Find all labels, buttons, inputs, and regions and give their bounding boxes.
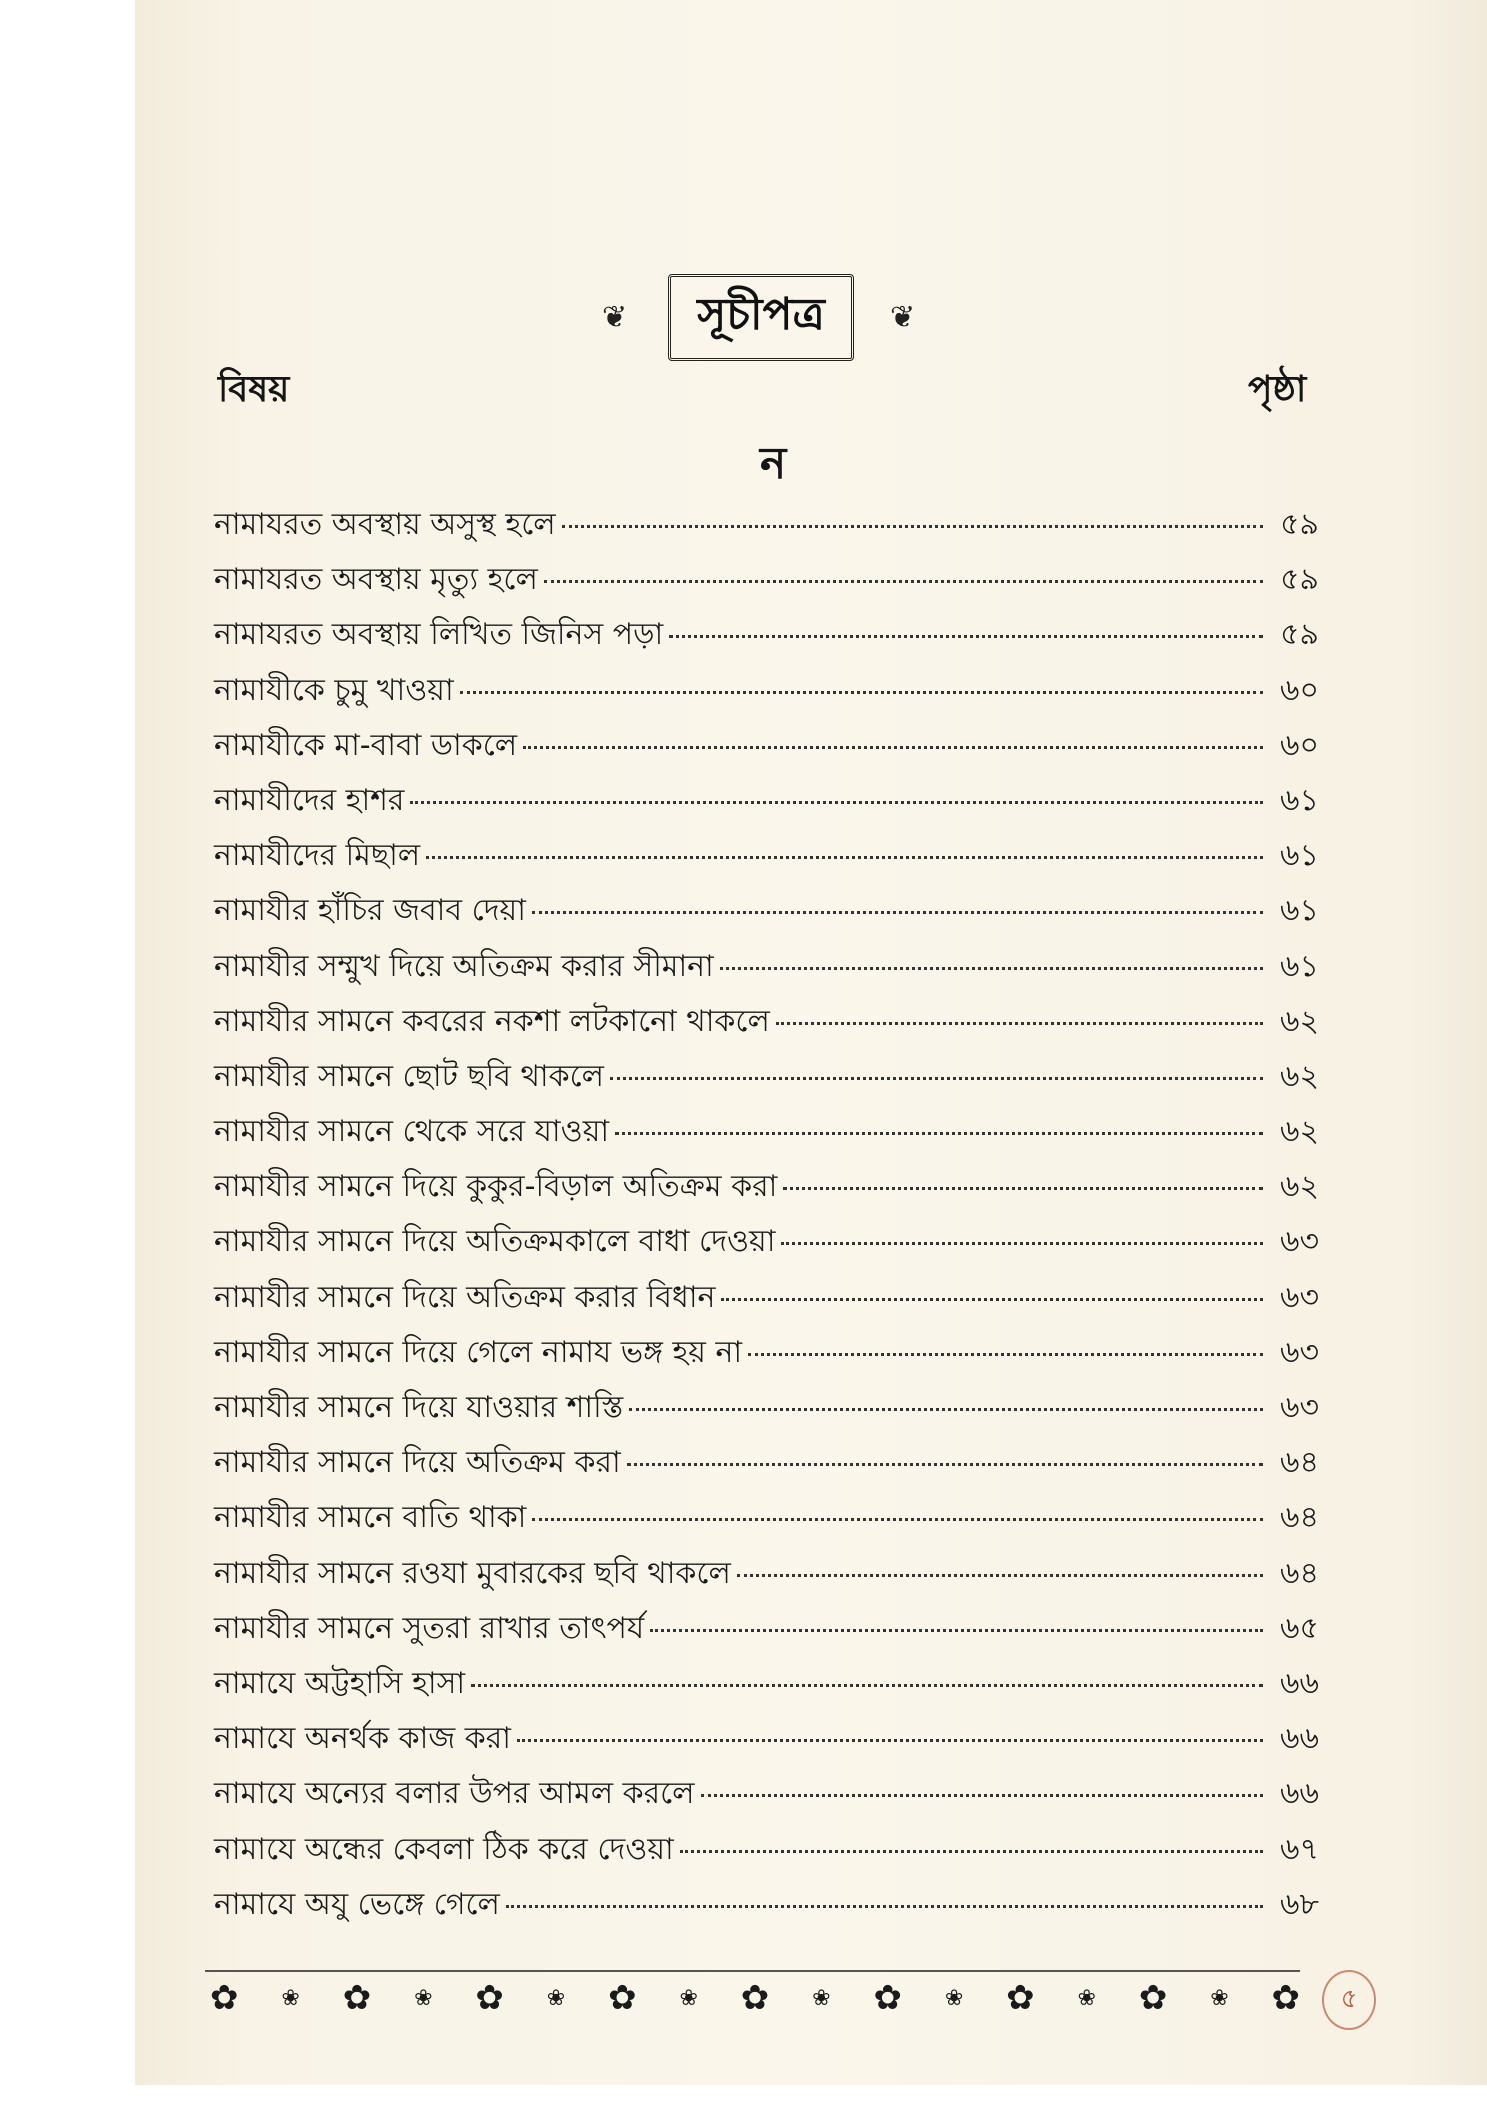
small-flower-icon: ❀: [414, 1985, 433, 2011]
toc-entry-page: ৬২: [1279, 1114, 1319, 1150]
toc-entry-title: নামাযীর সামনে দিয়ে কুকুর-বিড়াল অতিক্রম করা: [214, 1169, 778, 1205]
dot-leader: [532, 1518, 1263, 1521]
toc-entry-title: নামাযে অনর্থক কাজ করা: [214, 1721, 511, 1757]
toc-entry: [214, 1217, 1319, 1272]
flower-ornament-icon: ✿: [608, 1978, 637, 2018]
dot-leader: [627, 1463, 1263, 1466]
small-flower-icon: ❀: [944, 1985, 964, 2011]
toc-entry-title: নামাযে অযু ভেঙ্গে গেলে: [214, 1886, 500, 1922]
toc-entry-title: নামাযীর সামনে দিয়ে অতিক্রম করার বিধান: [214, 1279, 716, 1315]
dot-leader: [544, 580, 1263, 583]
page-edge-shadow: [1405, 0, 1487, 2085]
dot-leader: [562, 525, 1263, 528]
dot-leader: [460, 691, 1263, 694]
toc-entry-page: ৫৯: [1280, 617, 1319, 653]
toc-entry: [214, 1714, 1319, 1769]
toc-entry-title: নামাযীকে চুমু খাওয়া: [214, 672, 454, 708]
toc-entry: [214, 721, 1319, 776]
dot-leader: [615, 1132, 1263, 1135]
dot-leader: [650, 1629, 1263, 1632]
toc-entry-title: নামাযে অন্যের বলার উপর আমল করলে: [214, 1776, 695, 1812]
column-header-subject: বিষয়: [218, 369, 290, 410]
toc-entry-title: নামাযীর সামনে দিয়ে অতিক্রমকালে বাধা দেওয়া: [214, 1224, 776, 1260]
toc-entry-title: নামাযীদের মিছাল: [214, 838, 421, 874]
dot-leader: [517, 1739, 1263, 1742]
toc-entry: [214, 1493, 1319, 1548]
toc-list: [214, 500, 1319, 1935]
toc-entry-page: ৬৩: [1279, 1224, 1319, 1260]
toc-entry-title: নামাযীর হাঁচির জবাব দেয়া: [214, 893, 526, 929]
footer-rule: [205, 1970, 1300, 1972]
dot-leader: [471, 1684, 1263, 1687]
flower-ornament-icon: ✿: [1271, 1978, 1300, 2018]
toc-entry: [214, 1659, 1319, 1714]
title-ornament-right: ❦: [890, 300, 916, 335]
page-number: ৫: [1322, 1970, 1376, 2030]
toc-entry-page: ৬৩: [1279, 1334, 1319, 1370]
dot-leader: [781, 1242, 1263, 1245]
flower-ornament-icon: ✿: [1006, 1978, 1035, 2018]
toc-entry: [214, 1769, 1319, 1824]
toc-entry: [214, 942, 1319, 997]
toc-entry-title: নামাযে অন্ধের কেবলা ঠিক করে দেওয়া: [214, 1831, 674, 1867]
toc-entry-title: নামাযীকে মা-বাবা ডাকলে: [214, 727, 518, 763]
toc-entry-title: নামাযরত অবস্থায় অসুস্থ হলে: [214, 507, 556, 542]
toc-entry-title: নামাযরত অবস্থায় লিখিত জিনিস পড়া: [214, 617, 664, 653]
small-flower-icon: ❀: [546, 1985, 566, 2011]
dot-leader: [720, 967, 1263, 970]
toc-entry: [214, 500, 1319, 555]
dot-leader: [426, 856, 1263, 859]
dot-leader: [748, 1353, 1263, 1356]
flower-ornament-icon: ✿: [342, 1978, 372, 2018]
dot-leader: [506, 1905, 1263, 1908]
toc-entry: [214, 831, 1319, 886]
toc-entry: [214, 666, 1319, 721]
flower-ornament-icon: ✿: [740, 1978, 770, 2018]
toc-entry-page: ৬১: [1280, 782, 1319, 818]
toc-entry-title: নামাযে অট্টহাসি হাসা: [214, 1665, 466, 1701]
toc-entry: [214, 1162, 1319, 1217]
dot-leader: [523, 746, 1263, 749]
toc-entry-title: নামাযীর সামনে থেকে সরে যাওয়া: [214, 1114, 610, 1150]
toc-entry-title: নামাযীর সামনে সুতরা রাখার তাৎপর্য: [214, 1610, 645, 1646]
toc-entry: [214, 1549, 1319, 1604]
toc-entry-page: ৬০: [1279, 727, 1319, 763]
toc-entry-title: নামাযীর সম্মুখ দিয়ে অতিক্রম করার সীমানা: [214, 948, 714, 984]
toc-entry-page: ৬৩: [1279, 1279, 1319, 1315]
toc-entry: [214, 1825, 1319, 1880]
toc-entry: [214, 1052, 1319, 1107]
toc-entry: [214, 610, 1319, 665]
toc-entry-page: ৫৯: [1280, 507, 1319, 542]
dot-leader: [532, 911, 1263, 914]
dot-leader: [629, 1408, 1263, 1411]
toc-entry-page: ৬০: [1279, 672, 1319, 708]
page-title: সূচীপত্র: [668, 274, 854, 361]
dot-leader: [721, 1298, 1263, 1301]
toc-entry-page: ৬৬: [1279, 1721, 1319, 1757]
toc-entry: [214, 776, 1319, 831]
toc-entry-page: ৬৭: [1279, 1831, 1319, 1867]
toc-entry: [214, 1438, 1319, 1493]
flower-ornament-icon: ✿: [210, 1978, 239, 2018]
small-flower-icon: ❀: [1077, 1985, 1096, 2011]
toc-entry: [214, 1273, 1319, 1328]
title-frame: [601, 272, 921, 362]
title-ornament-left: ❦: [602, 300, 628, 335]
toc-entry: [214, 555, 1319, 610]
toc-entry-title: নামাযীর সামনে দিয়ে যাওয়ার শাস্তি: [214, 1390, 624, 1425]
toc-entry-page: ৬৬: [1279, 1776, 1319, 1812]
toc-entry-page: ৬৩: [1279, 1390, 1319, 1425]
flower-ornament-icon: ✿: [1138, 1978, 1168, 2018]
toc-entry-title: নামাযীর সামনে রওযা মুবারকের ছবি থাকলে: [214, 1555, 731, 1591]
toc-entry: [214, 1328, 1319, 1383]
toc-entry-page: ৬৪: [1280, 1555, 1319, 1591]
toc-entry: [214, 886, 1319, 941]
toc-entry-page: ৬৮: [1280, 1886, 1319, 1922]
footer-ornament-border: [210, 1978, 1300, 2018]
toc-entry-title: নামাযীর সামনে কবরের নকশা লটকানো থাকলে: [214, 1003, 770, 1039]
flower-ornament-icon: ✿: [873, 1978, 902, 2018]
small-flower-icon: ❀: [812, 1985, 831, 2011]
toc-entry-page: ৬১: [1280, 893, 1319, 929]
toc-entry: [214, 1880, 1319, 1935]
toc-entry-page: ৬২: [1279, 1169, 1319, 1205]
toc-entry-page: ৫৯: [1280, 562, 1319, 598]
small-flower-icon: ❀: [1210, 1985, 1229, 2011]
toc-entry: [214, 1383, 1319, 1438]
toc-entry-page: ৬১: [1280, 838, 1319, 874]
flower-ornament-icon: ✿: [475, 1978, 504, 2018]
toc-entry-title: নামাযীর সামনে ছোট ছবি থাকলে: [214, 1058, 604, 1094]
dot-leader: [783, 1187, 1263, 1190]
toc-entry-title: নামাযীর সামনে বাতি থাকা: [214, 1500, 527, 1536]
toc-entry-page: ৬৬: [1279, 1665, 1319, 1701]
dot-leader: [669, 635, 1263, 638]
toc-entry-page: ৬৪: [1280, 1500, 1319, 1536]
toc-entry-page: ৬২: [1279, 1003, 1319, 1039]
dot-leader: [776, 1022, 1263, 1025]
toc-entry: [214, 1604, 1319, 1659]
toc-entry-page: ৬২: [1279, 1058, 1319, 1094]
small-flower-icon: ❀: [679, 1985, 698, 2011]
dot-leader: [737, 1574, 1263, 1577]
dot-leader: [680, 1850, 1263, 1853]
small-flower-icon: ❀: [281, 1985, 300, 2011]
dot-leader: [410, 801, 1263, 804]
column-header-page: পৃষ্ঠা: [1248, 369, 1307, 410]
toc-entry: [214, 1107, 1319, 1162]
dot-leader: [701, 1794, 1263, 1797]
toc-entry-page: ৬৫: [1280, 1610, 1319, 1646]
section-letter: ন: [760, 438, 787, 489]
toc-entry-page: ৬১: [1280, 948, 1319, 984]
toc-entry-title: নামাযীদের হাশর: [214, 782, 405, 818]
toc-entry: [214, 997, 1319, 1052]
dot-leader: [610, 1077, 1263, 1080]
toc-entry-title: নামাযীর সামনে দিয়ে গেলে নামায ভঙ্গ হয় না: [214, 1334, 743, 1370]
toc-entry-page: ৬৪: [1280, 1445, 1319, 1481]
toc-entry-title: নামাযীর সামনে দিয়ে অতিক্রম করা: [214, 1445, 621, 1481]
toc-entry-title: নামাযরত অবস্থায় মৃত্যু হলে: [214, 562, 538, 598]
